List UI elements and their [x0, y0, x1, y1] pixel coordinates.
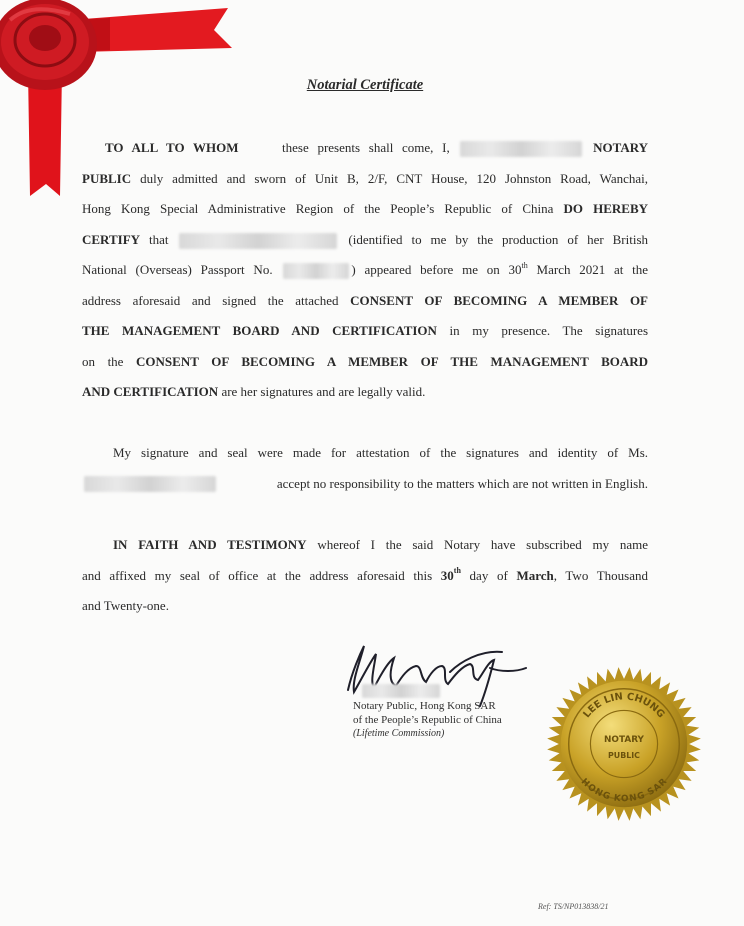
certification-paragraph: TO ALL TO WHOM these presents shall come, I, NOTARY PUBLIC duly admitted and sworn of Unit B, 2/F, CNT House, 120 Johnston Road, Wanchai, Hong Kong Special Administrative Region of the People’s Republic of China DO HEREBY CERTIFY that (identified to me by the production of her British National (Overseas) Passport No. ) appeared before me on 30th March 2021 at the address aforesaid and signed the attached CONSENT OF BECOMING A MEMBER OF THE MANAGEMENT BOARD AND CERTIFICATION in my presence. The signatures on the CONSENT OF BECOMING A MEMBER OF THE MANAGEMENT BOARD AND CERTIFICATION are her signatures and are legally valid.	[82, 140, 649, 399]
seal-top-text: LEE LIN CHUNG	[581, 691, 667, 721]
gold-notary-seal	[545, 665, 703, 823]
reference-number: Ref: TS/NP013838/21	[538, 902, 609, 911]
redacted-notary-signature-name	[362, 684, 440, 698]
redacted-signatory-name	[179, 233, 337, 249]
testimony-paragraph: IN FAITH AND TESTIMONY whereof I the said Notary have subscribed my name and affixed my seal of office at the address aforesaid this 30th day of March, Two Thousand and Twenty-one.	[82, 537, 649, 613]
redacted-passport-number	[283, 263, 349, 279]
notary-title-line: Notary Public, Hong Kong SAR	[353, 700, 496, 712]
notary-signature-block	[353, 700, 502, 741]
redacted-notary-name	[460, 141, 582, 157]
seal-bottom-text: HONG KONG SAR	[578, 776, 670, 805]
notary-commission-line: (Lifetime Commission)	[353, 728, 445, 739]
notary-country-line: of the People’s Republic of China	[353, 713, 502, 726]
attestation-paragraph: My signature and seal were made for attestation of the signatures and identity of Ms. accept no responsibility to the matters which are not written in English.	[82, 438, 648, 499]
seal-center-bottom: PUBLIC	[608, 750, 640, 760]
seal-center-top: NOTARY	[604, 735, 644, 746]
document-title: Notarial Certificate	[306, 77, 424, 93]
redacted-ms-name	[84, 476, 216, 492]
